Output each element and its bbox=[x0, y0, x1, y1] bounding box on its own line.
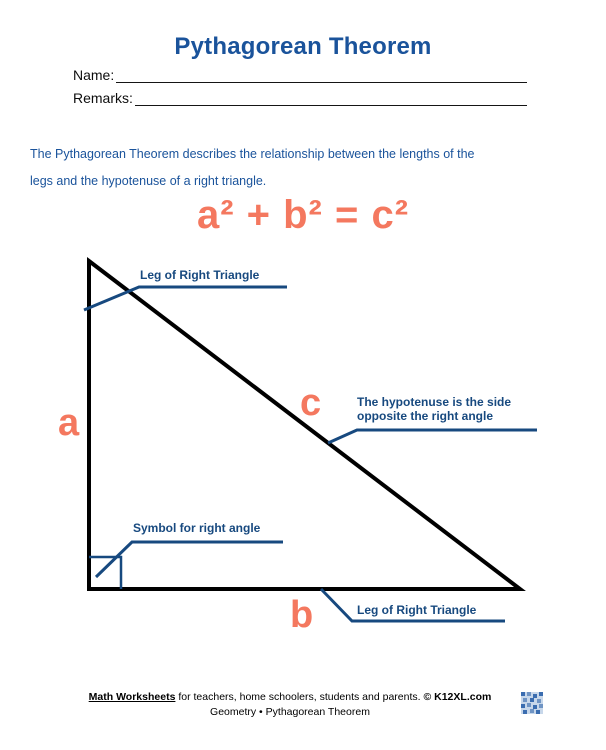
hypotenuse-callout-line bbox=[328, 430, 537, 443]
name-label: Name: bbox=[73, 67, 115, 83]
math-worksheets-link[interactable]: Math Worksheets bbox=[88, 691, 176, 703]
triangle-outline bbox=[89, 261, 520, 589]
side-b-label: b bbox=[290, 594, 314, 636]
leg-top-callout-line bbox=[84, 287, 287, 310]
hypotenuse-note-line-2: opposite the right angle bbox=[357, 408, 494, 423]
right-angle-callout-line bbox=[96, 542, 283, 577]
leg-top-label: Leg of Right Triangle bbox=[140, 268, 260, 282]
intro-line-2: legs and the hypotenuse of a right triangle. bbox=[30, 174, 267, 188]
k12xl-logo bbox=[521, 692, 543, 714]
right-angle-label: Symbol for right angle bbox=[133, 521, 261, 535]
footer-tagline: for teachers, home schoolers, students and parents. bbox=[175, 691, 424, 703]
leg-bottom-label: Leg of Right Triangle bbox=[357, 603, 477, 617]
intro-line-1: The Pythagorean Theorem describes the relationship between the lengths of the bbox=[30, 147, 475, 161]
footer-credit-line bbox=[40, 691, 540, 703]
page-title: Pythagorean Theorem bbox=[174, 33, 432, 60]
right-angle-symbol bbox=[89, 557, 121, 589]
hypotenuse-note bbox=[357, 396, 511, 423]
pythagorean-formula: a² + b² = c² bbox=[196, 193, 410, 237]
hypotenuse-note-line-1: The hypotenuse is the side bbox=[357, 395, 512, 409]
footer-subtitle: Geometry • Pythagorean Theorem bbox=[210, 706, 370, 718]
remarks-label: Remarks: bbox=[73, 90, 133, 106]
footer-copyright: © K12XL.com bbox=[423, 691, 492, 703]
side-c-label: c bbox=[300, 382, 322, 424]
side-a-label: a bbox=[58, 402, 80, 444]
